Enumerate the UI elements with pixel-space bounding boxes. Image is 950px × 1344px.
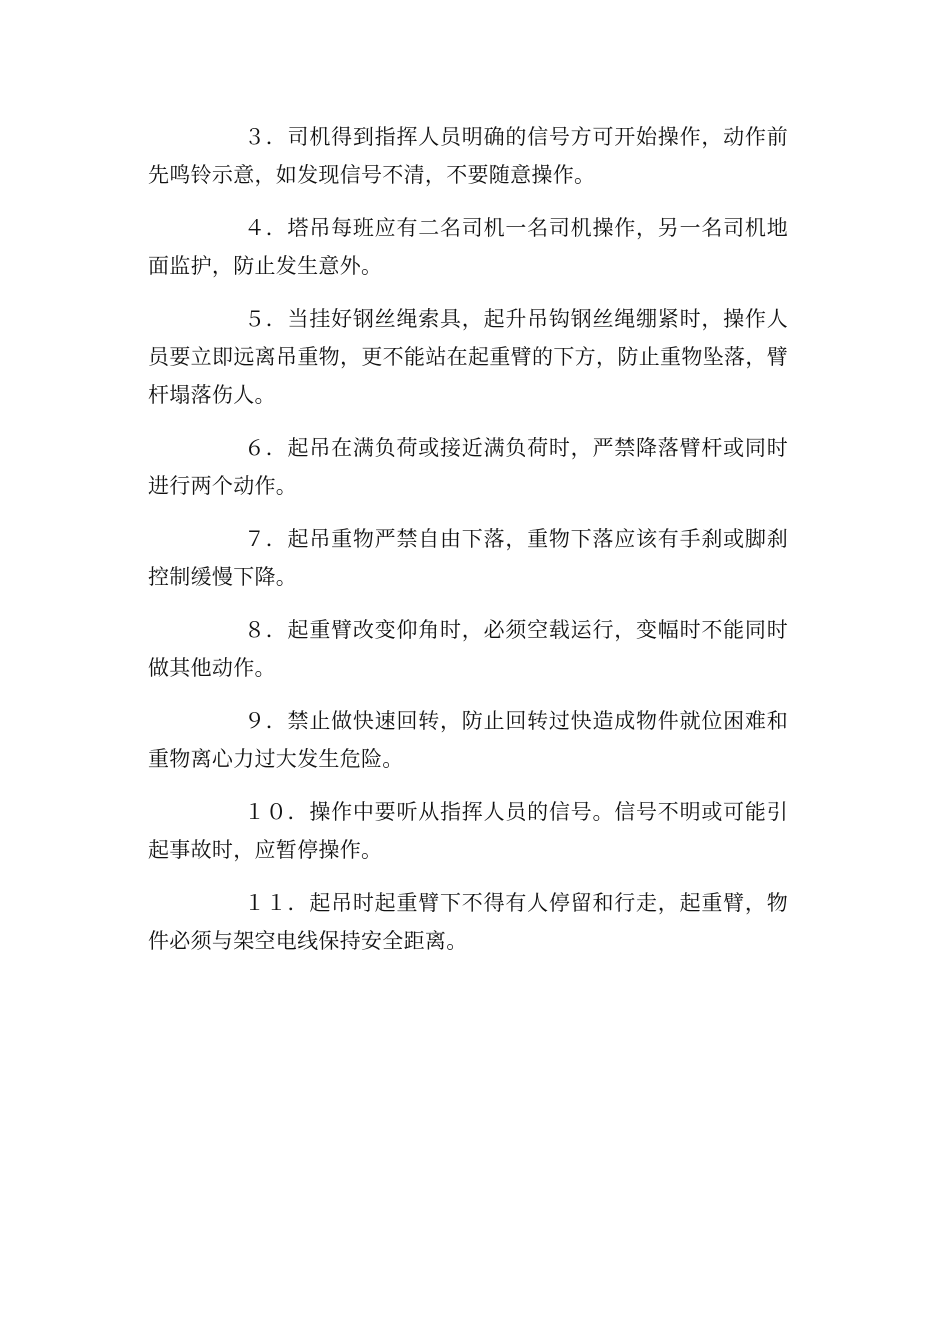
paragraph-8: ８．起重臂改变仰角时，必须空载运行，变幅时不能同时做其他动作。	[148, 618, 788, 680]
paragraph-5: ５．当挂好钢丝绳索具，起升吊钩钢丝绳绷紧时，操作人员要立即远离吊重物，更不能站在起重臂的下方，防止重物坠落，臂杆塌落伤人。	[148, 307, 788, 407]
paragraph-9: ９．禁止做快速回转，防止回转过快造成物件就位困难和重物离心力过大发生危险。	[148, 709, 788, 771]
paragraph-11: １１．起吊时起重臂下不得有人停留和行走，起重臂，物件必须与架空电线保持安全距离。	[148, 891, 788, 953]
paragraph-6: ６．起吊在满负荷或接近满负荷时，严禁降落臂杆或同时进行两个动作。	[148, 436, 788, 498]
paragraph-7: ７．起吊重物严禁自由下落，重物下落应该有手刹或脚刹控制缓慢下降。	[148, 527, 788, 589]
paragraph-4: ４．塔吊每班应有二名司机一名司机操作，另一名司机地面监护，防止发生意外。	[148, 216, 788, 278]
paragraph-3: ３．司机得到指挥人员明确的信号方可开始操作，动作前先鸣铃示意，如发现信号不清，不要随意操作。	[148, 125, 788, 187]
document-page	[148, 118, 788, 975]
paragraph-10: １０．操作中要听从指挥人员的信号。信号不明或可能引起事故时，应暂停操作。	[148, 800, 788, 862]
